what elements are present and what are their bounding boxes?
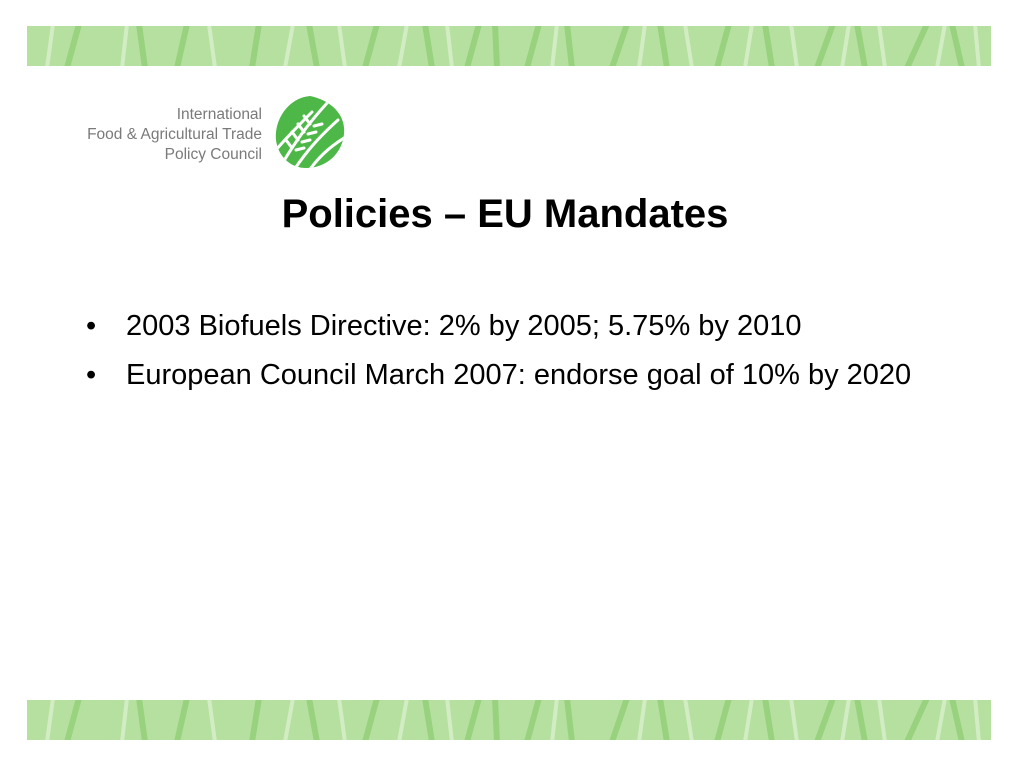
- organization-logo: [40, 94, 350, 174]
- slide-title: Policies – EU Mandates: [281, 192, 729, 236]
- bullet-list: [84, 306, 944, 404]
- bullet-item: [84, 306, 944, 347]
- wheat-leaf-icon: [272, 94, 348, 170]
- top-decorative-band: [27, 26, 991, 66]
- grass-pattern-icon: [27, 700, 991, 740]
- bullet-item: [84, 355, 944, 396]
- logo-wordmark: [87, 105, 262, 165]
- logo-line-policy-council: Policy Council: [164, 146, 262, 163]
- grass-pattern-icon: [27, 26, 991, 66]
- logo-line-food-agricultural-trade: Food & Agricultural Trade: [87, 126, 262, 143]
- bottom-decorative-band: [27, 700, 991, 740]
- logo-line-international: International: [176, 106, 262, 123]
- bullet-marker: •: [86, 359, 97, 391]
- bullet-text: European Council March 2007: endorse goal of 10% by 2020: [126, 359, 912, 391]
- bullet-text: 2003 Biofuels Directive: 2% by 2005; 5.75% by 2010: [126, 310, 802, 342]
- bullet-marker: •: [86, 310, 97, 342]
